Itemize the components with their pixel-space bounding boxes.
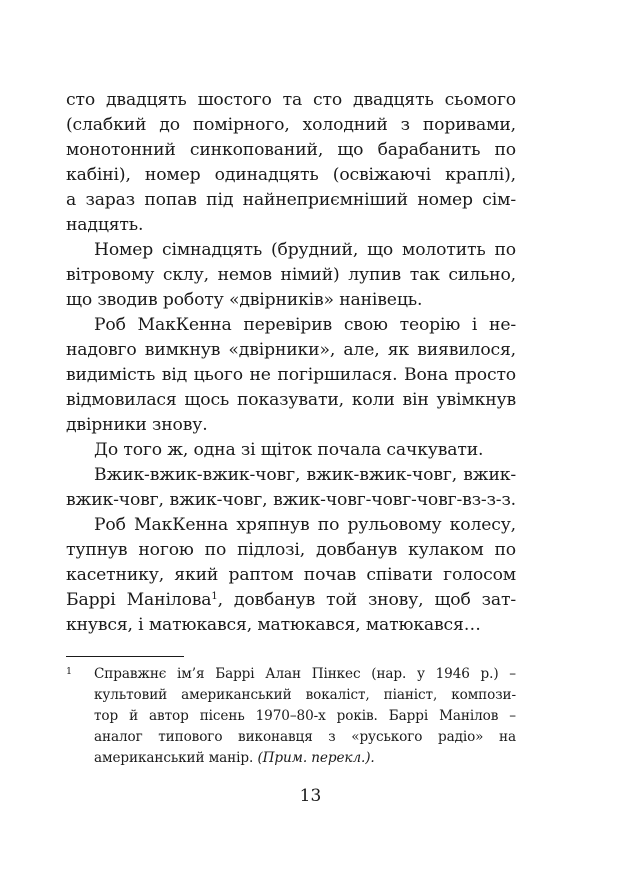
text-line: кабіні), номер одинадцять (освіжаючі краплі), [66,165,516,185]
text-fragment: , довбанув той знову, щоб зат- [217,590,516,610]
text-line: Номер сімнадцять (брудний, що молотить по [94,240,516,260]
text-line: Роб МакКенна перевірив свою теорію і не- [94,315,516,335]
footnote-line: культовий американський вокаліст, піаніст, компози- [94,687,516,703]
translator-note: (Прим. перекл.). [257,750,375,766]
text-line: що зводив роботу «двірників» нанівець. [66,290,423,310]
text-line: двірники знову. [66,415,208,435]
main-text [66,88,516,638]
text-line: видимість від цього не погіршилася. Вона просто [66,365,516,385]
text-line: тупнув ногою по підлозі, довбанув кулаком по [66,540,516,560]
page-number: 13 [299,786,322,806]
author-name: Баррі Манілова [66,590,212,610]
text-line: кнувся, і матюкався, матюкався, матюкався… [66,615,481,635]
text-line: монотонний синкопований, що барабанить по [66,140,516,160]
footnote-line: аналог типового виконавця з «руського радіо» на [94,729,516,745]
footnote-line: 1 Справжнє ім’я Баррі Алан Пінкес (нар. у 1946 р.) – [66,664,516,685]
text-line: надовго вимкнув «двірники», але, як виявилося, [66,340,516,360]
text-line-with-footnote [66,588,516,613]
text-line: Роб МакКенна хряпнув по рульовому колесу, [94,515,516,535]
text-line: відмовилася щось показувати, коли він увімкнув [66,390,516,410]
footnote [66,664,516,769]
text-line: (слабкий до помірного, холодний з поривами, [66,115,516,135]
text-line: надцять. [66,215,144,235]
footnote-number: 1 [66,666,72,677]
text-line: а зараз попав під найнеприємніший номер сім- [66,190,516,210]
text-line: касетнику, який раптом почав співати голосом [66,565,516,585]
text-line: сто двадцять шостого та сто двадцять сьомого [66,90,516,110]
footnote-line: американський манір. (Прим. перекл.). [94,750,375,766]
footnote-reference[interactable]: 1 [211,591,218,602]
footnote-line: тор й автор пісень 1970–80-х років. Баррі Манілов – [94,708,516,724]
text-line: До того ж, одна зі щіток почала сачкувати. [94,440,484,460]
text-line: вжик-човг, вжик-човг, вжик-човг-човг-човг-вз-з-з. [66,490,516,510]
text-line: Вжик-вжик-вжик-човг, вжик-вжик-човг, вжик- [94,465,516,485]
footnote-divider [66,656,184,657]
text-line: вітровому склу, немов німий) лупив так сильно, [66,265,516,285]
